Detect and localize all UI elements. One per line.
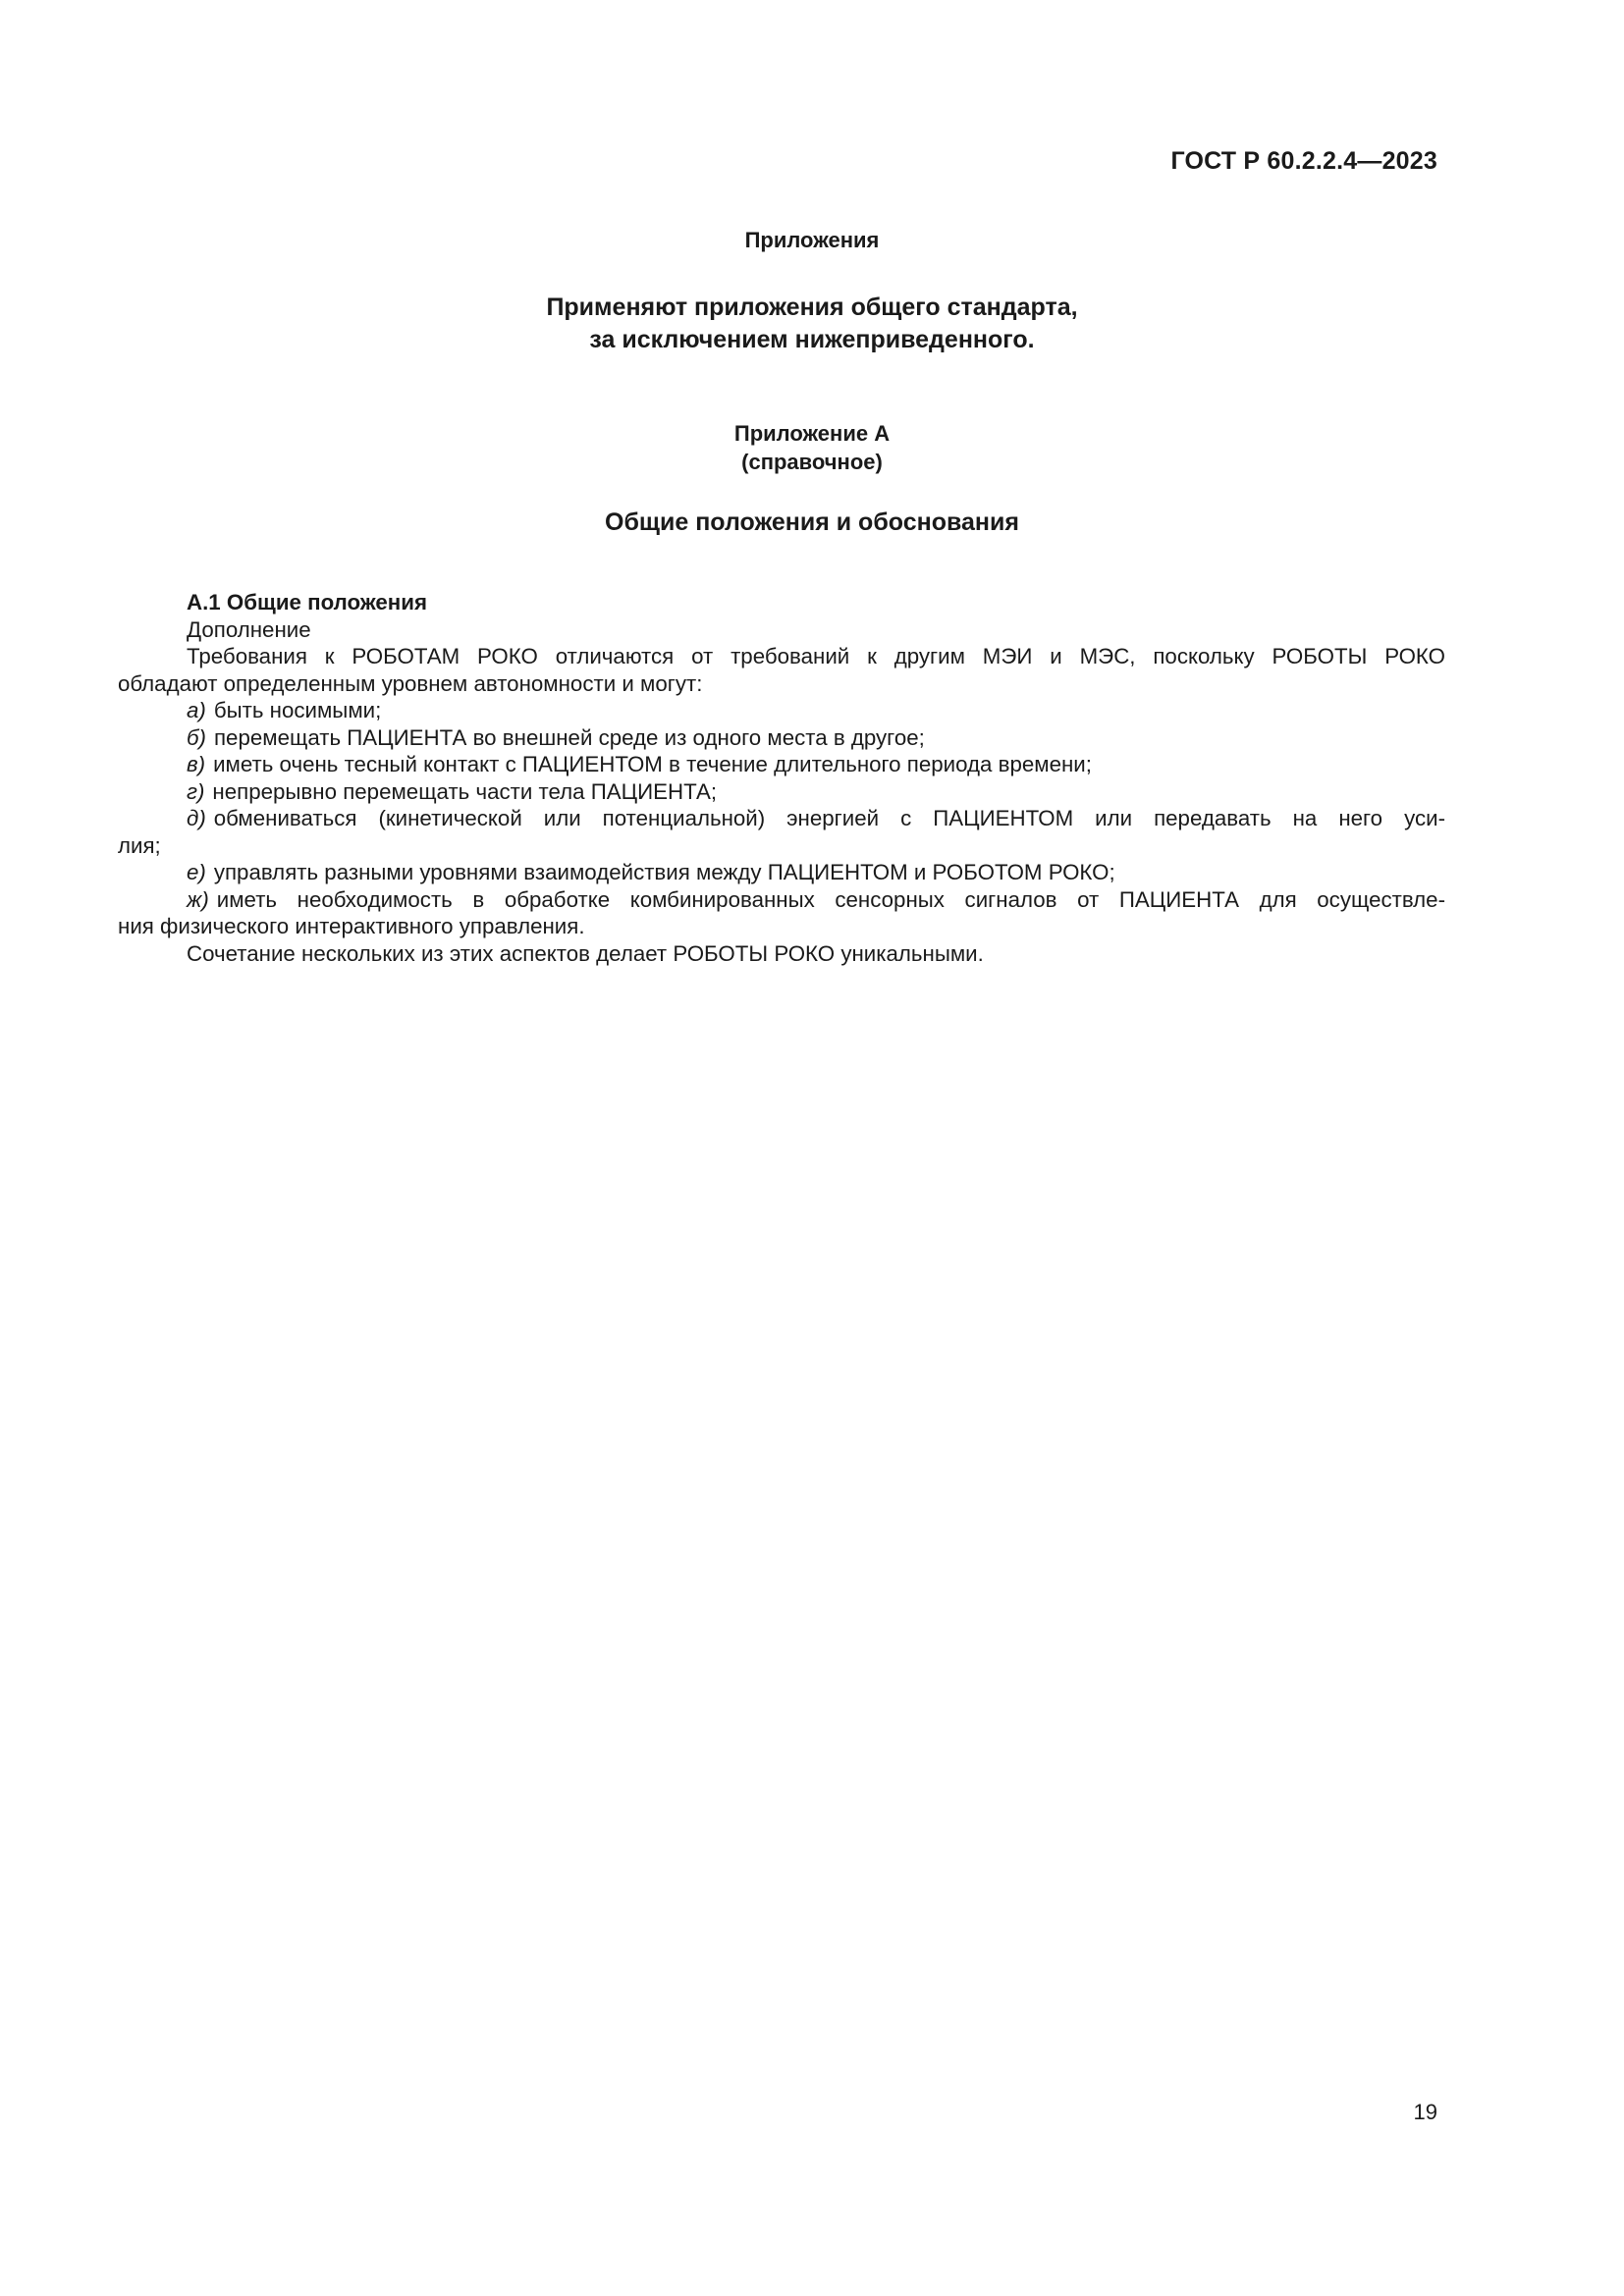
section-label: Дополнение: [187, 616, 311, 642]
list-item-text: перемещать ПАЦИЕНТА во внешней среде из одного места в другое;: [213, 724, 925, 750]
section-intro-line-1: Требования к РОБОТАМ РОКО отличаются от требований к другим МЭИ и МЭС, поскольку РОБОТЫ РОКО: [187, 644, 1445, 668]
appendices-intro: [0, 292, 1624, 356]
section-intro-line-2: обладают определенным уровнем автономности и могут:: [118, 670, 703, 696]
appendices-intro-line-1: Применяют приложения общего стандарта,: [546, 294, 1078, 321]
section-heading: А.1 Общие положения: [187, 590, 427, 614]
list-item-text: иметь необходимость в обработке комбинированных сенсорных сигналов от ПАЦИЕНТА для осуществле-: [216, 886, 1445, 912]
list-item: [118, 859, 1445, 886]
list-item: [118, 805, 1445, 832]
list-item: [118, 886, 1445, 914]
standard-code: ГОСТ Р 60.2.2.4—2023: [1170, 147, 1437, 175]
list-item-text: управлять разными уровнями взаимодействия между ПАЦИЕНТОМ и РОБОТОМ РОКО;: [213, 860, 1115, 884]
list-item-mark: в): [187, 752, 206, 776]
annex-title-block: [0, 419, 1624, 476]
list-item-text: быть носимыми;: [213, 698, 382, 722]
list-item-mark: г): [187, 778, 205, 804]
list-item: [118, 724, 1445, 752]
list-item: [118, 751, 1445, 778]
list-item-text: непрерывно перемещать части тела ПАЦИЕНТА;: [212, 778, 718, 804]
appendices-intro-line-2: за исключением нижеприведенного.: [589, 326, 1035, 353]
list-item-continuation: ния физического интерактивного управления.: [118, 914, 585, 938]
appendices-title: Приложения: [744, 228, 880, 252]
section-conclusion: Сочетание нескольких из этих аспектов делает РОБОТЫ РОКО уникальными.: [187, 940, 984, 966]
list-item-mark: ж): [187, 886, 209, 912]
list-item-continuation: лия;: [118, 832, 161, 858]
page-number: 19: [1413, 2100, 1437, 2124]
annex-heading: Общие положения и обоснования: [605, 508, 1019, 536]
list-item-text: иметь очень тесный контакт с ПАЦИЕНТОМ в течение длительного периода времени;: [213, 752, 1092, 776]
list-item: [118, 697, 1445, 724]
section-body: [118, 589, 1445, 967]
annex-title: Приложение А: [733, 421, 891, 446]
annex-status: (справочное): [741, 450, 883, 474]
list-item-text: обмениваться (кинетической или потенциальной) энергией с ПАЦИЕНТОМ или передавать на него уси-: [213, 806, 1445, 830]
list-item: [118, 778, 1445, 806]
list-item-mark: б): [187, 724, 206, 750]
list-item-mark: е): [187, 860, 206, 884]
list-item-mark: д): [187, 806, 206, 830]
list-item-mark: а): [187, 698, 206, 722]
